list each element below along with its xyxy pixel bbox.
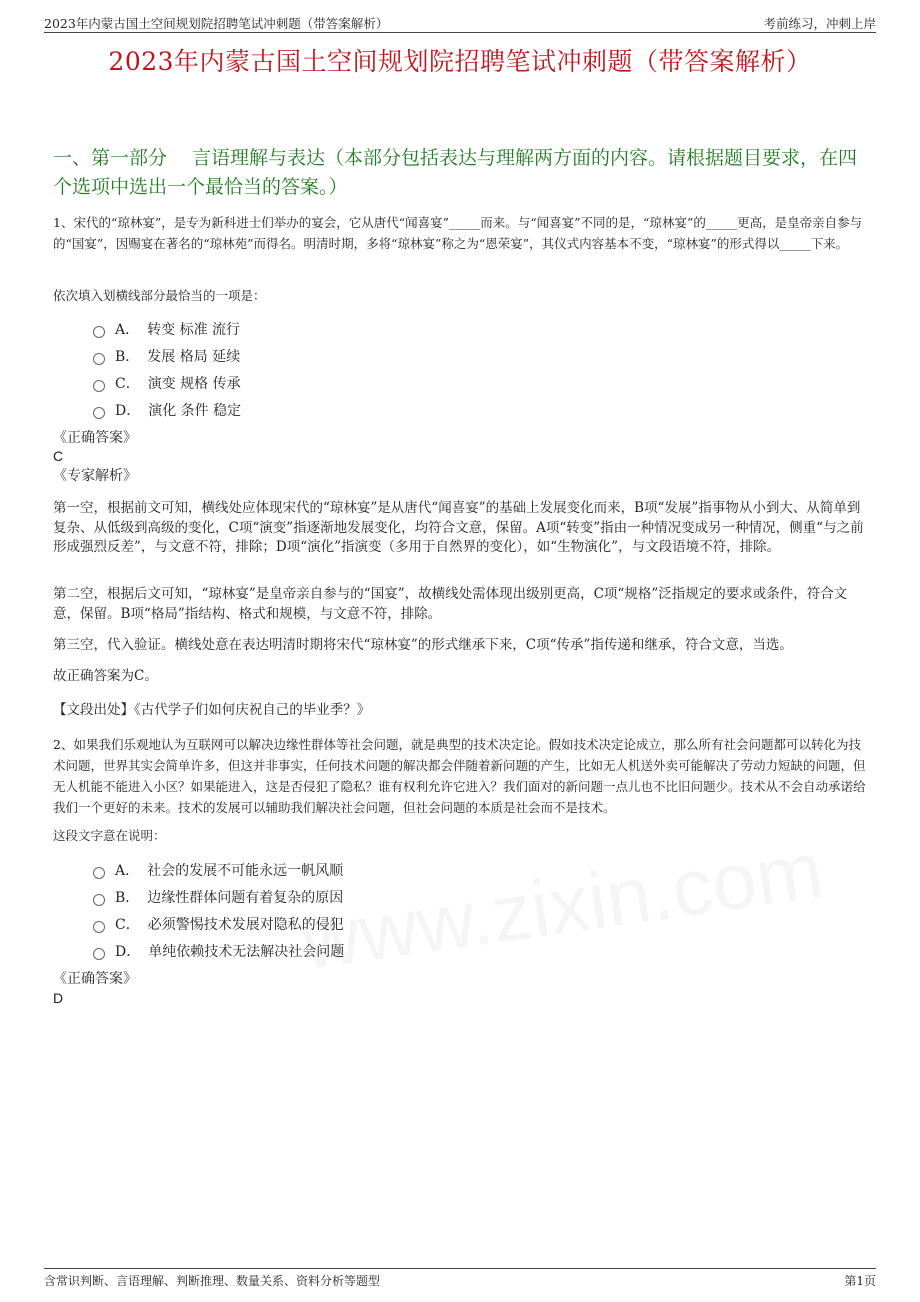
header-slogan: 考前练习，冲刺上岸 [763,16,876,31]
option-letter: D． [115,402,141,419]
question-2-answer: D [53,990,64,1006]
option-letter: B． [115,889,140,906]
radio-icon[interactable] [93,353,105,365]
watermark [296,824,828,988]
option-text: 单纯依赖技术无法解决社会问题 [148,943,345,960]
section-heading: 一、第一部分 言语理解与表达（本部分包括表达与理解两方面的内容。请根据题目要求，在四个选项中选出一个最恰当的答案。） [53,147,858,198]
question-1-analysis-p1: 第一空，根据前文可知，横线处应体现宋代的“琼林宴”是从唐代“闻喜宴”的基础上发展变化而来，B项“发展”指事物从小到大、从简单到复杂、从低级到高级的变化，C项“演变”指逐渐地发展变化，均符合文意，保留。A项“转变”指由一种情况变成另一种情况，侧重“与之前形成强烈反差”，与文意不符，排除；D项“演化”指演变（多用于自然界的变化），如“生物演化”，与文段语境不符，排除。 [53,500,864,555]
option-text: 边缘性群体问题有着复杂的原因 [147,889,344,906]
option-text: 转变 标准 流行 [147,321,241,338]
question-1-option-d[interactable] [93,396,241,423]
option-letter: A． [115,862,140,879]
question-2-option-a[interactable] [93,856,344,883]
option-text: 社会的发展不可能永远一帆风顺 [147,862,344,879]
radio-icon[interactable] [93,948,105,960]
page-number: 第1页 [844,1274,876,1288]
radio-icon[interactable] [93,380,105,392]
question-1-answer-label: 《正确答案》 [53,430,137,446]
option-text: 必须警惕技术发展对隐私的侵犯 [147,916,344,933]
question-1-answer: C [53,448,64,464]
question-1-source: 【文段出处】《古代学子们如何庆祝自己的毕业季？》 [53,702,371,718]
document-title: 2023年内蒙古国土空间规划院招聘笔试冲刺题（带答案解析） [108,47,812,76]
question-1-options [93,315,241,423]
page-header [44,12,876,33]
question-1-option-c[interactable] [93,369,241,396]
page-footer [44,1268,876,1288]
question-1-option-a[interactable] [93,315,241,342]
question-1-option-b[interactable] [93,342,241,369]
radio-icon[interactable] [93,921,105,933]
radio-icon[interactable] [93,407,105,419]
option-text: 发展 格局 延续 [147,348,241,365]
option-text: 演化 条件 稳定 [148,402,242,419]
radio-icon[interactable] [93,326,105,338]
header-doc-title: 2023年内蒙古国土空间规划院招聘笔试冲刺题（带答案解析） [44,16,389,31]
question-1-analysis-p2: 第二空，根据后文可知，“琼林宴”是皇帝亲自参与的“国宴”，故横线处需体现出级别更高，C项“规格”泛指规定的要求或条件，符合文意，保留。B项“格局”指结构、格式和规模，与文意不符，排除。 [53,586,848,622]
question-2-text: 2、如果我们乐观地认为互联网可以解决边缘性群体等社会问题，就是典型的技术决定论。假如技术决定论成立，那么所有社会问题都可以转化为技术问题，世界其实会简单许多，但这并非事实，任何技术问题的解决都会伴随着新问题的产生，比如无人机送外卖可能解决了劳动力短缺的问题，但无人机能不能进入小区？如果能进入，这是否侵犯了隐私？谁有权利允许它进入？我们面对的新问题一点儿也不比旧问题少。技术从不会自动承诺给我们一个更好的未来。技术的发展可以辅助我们解决社会问题，但社会问题的本质是社会而不是技术。 [53,737,866,815]
radio-icon[interactable] [93,867,105,879]
option-letter: A． [115,321,140,338]
question-2-answer-label: 《正确答案》 [53,971,137,987]
option-text: 演变 规格 传承 [147,375,241,392]
question-1-analysis-p4: 故正确答案为C。 [53,668,158,684]
radio-icon[interactable] [93,894,105,906]
option-letter: D． [115,943,141,960]
question-1-analysis-p3: 第三空，代入验证。横线处意在表达明清时期将宋代“琼林宴”的形式继承下来，C项“传承”指传递和继承，符合文意，当选。 [53,637,793,653]
question-1-text: 1、宋代的“琼林宴”，是专为新科进士们举办的宴会，它从唐代“闻喜宴”_____而来。与“闻喜宴”不同的是，“琼林宴”的_____更高，是皇帝亲自参与的“国宴”，因赐宴在著名的“琼林苑”而得名。明清时期，多将“琼林宴”称之为“恩荣宴”，其仪式内容基本不变，“琼林宴”的形式得以_____下来。 [53,215,863,251]
question-1-prompt: 依次填入划横线部分最恰当的一项是： [53,288,266,303]
option-letter: C． [115,916,140,933]
option-letter: C． [115,375,140,392]
question-1-analysis-label: 《专家解析》 [53,468,137,484]
footer-description: 含常识判断、言语理解、判断推理、数量关系、资料分析等题型 [44,1274,381,1288]
question-2-prompt: 这段文字意在说明： [53,828,166,843]
option-letter: B． [115,348,140,365]
